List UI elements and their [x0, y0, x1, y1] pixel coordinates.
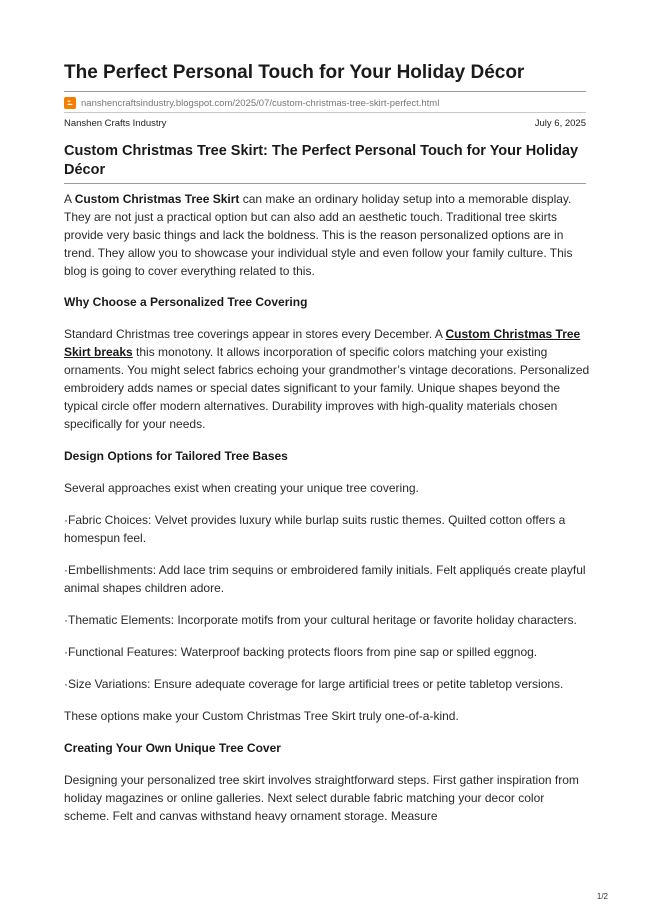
article-title-divider — [64, 183, 586, 184]
author-name: Nanshen Crafts Industry — [64, 118, 167, 129]
source-url-row — [64, 96, 439, 110]
section-heading-creating: Creating Your Own Unique Tree Cover — [64, 741, 281, 755]
section-heading-why: Why Choose a Personalized Tree Covering — [64, 295, 308, 309]
article-body — [64, 190, 590, 825]
url-divider — [64, 112, 586, 113]
intro-paragraph: A Custom Christmas Tree Skirt can make an ordinary holiday setup into a memorable display. They are not just a practical option but can also add an aesthetic touch. Traditional tree skirts provide very basic things and lack the boldness. This is the reason personalized options are in trend. They allow you to showcase your individual style and even follow your family culture. This blog is going to cover everything related to this. — [64, 192, 573, 278]
section-heading-design: Design Options for Tailored Tree Bases — [64, 449, 288, 463]
section-creating-paragraph: Designing your personalized tree skirt involves straightforward steps. First gather inspiration from holiday magazines or online galleries. Next select durable fabric matching your decor color scheme. Felt and canvas withstand heavy ornament storage. Measure — [64, 773, 579, 823]
title-divider — [64, 91, 586, 92]
design-intro-paragraph: Several approaches exist when creating your unique tree covering. — [64, 481, 419, 495]
design-item-thematic: ·Thematic Elements: Incorporate motifs from your cultural heritage or favorite holiday characters. — [64, 613, 577, 627]
design-outro-paragraph: These options make your Custom Christmas Tree Skirt truly one-of-a-kind. — [64, 709, 459, 723]
design-item-size: ·Size Variations: Ensure adequate coverage for large artificial trees or petite tabletop versions. — [64, 677, 564, 691]
design-item-functional: ·Functional Features: Waterproof backing protects floors from pine sap or spilled eggnog. — [64, 645, 538, 659]
section-why-paragraph: Standard Christmas tree coverings appear in stores every December. A Custom Christmas Tree Skirt breaks this monotony. It allows incorporation of specific colors matching your existing ornaments. You might select fabrics echoing your grandmother’s vintage decorations. Personalized embroidery adds names or special dates significant to your family. Unique shapes beyond the typical circle offer modern alternatives. Durability improves with high-quality materials chosen specifically for your needs. — [64, 327, 590, 431]
source-url[interactable]: nanshencraftsindustry.blogspot.com/2025/07/custom-christmas-tree-skirt-perfect.html — [81, 97, 440, 109]
page-number: 1/2 — [596, 892, 608, 901]
document-title: The Perfect Personal Touch for Your Holiday Décor — [64, 62, 525, 83]
intro-keyword: Custom Christmas Tree Skirt — [74, 192, 240, 206]
design-item-fabric: ·Fabric Choices: Velvet provides luxury while burlap suits rustic themes. Quilted cotton offers a homespun feel. — [64, 513, 566, 545]
post-date: July 6, 2025 — [534, 118, 586, 129]
custom-tree-skirt-link[interactable]: Custom Christmas Tree Skirt breaks — [64, 327, 581, 359]
blogger-icon — [64, 97, 76, 109]
meta-row — [64, 118, 586, 132]
article-title: Custom Christmas Tree Skirt: The Perfect Personal Touch for Your Holiday Décor — [64, 143, 579, 178]
design-item-embellishments: ·Embellishments: Add lace trim sequins or embroidered family initials. Felt appliqués create playful animal shapes children adore. — [64, 563, 586, 595]
